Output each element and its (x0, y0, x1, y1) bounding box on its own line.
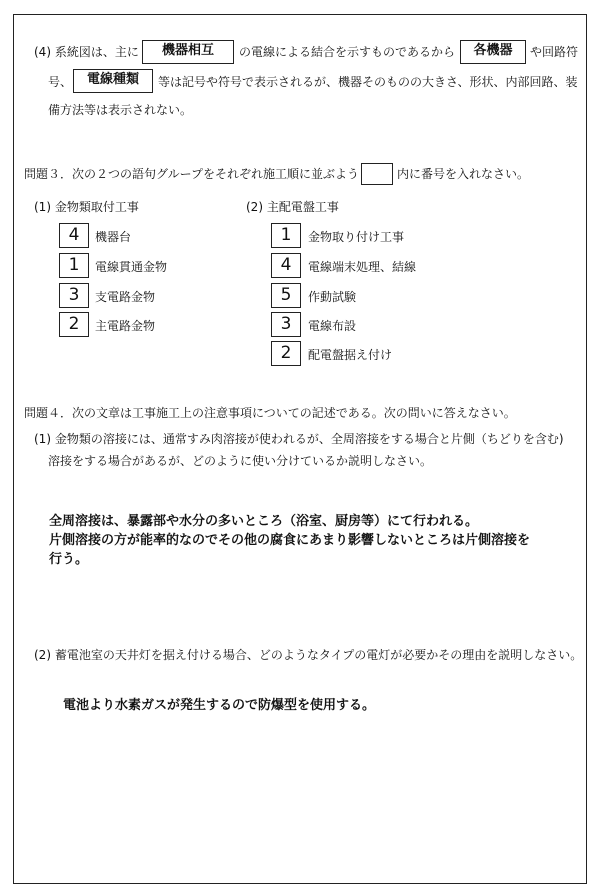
group1-item-label: 電線貫通金物 (95, 260, 168, 274)
group2-item-number: 2 (271, 341, 301, 366)
answer-box-kw1: 機器相互 (142, 40, 234, 64)
q4prev-lead: (4) 系統図は、主に (34, 45, 139, 59)
q3-prompt-after: 内に番号を入れなさい。 (397, 167, 530, 181)
q4prev-line3: 備方法等は表示されない。 (48, 103, 193, 117)
group1-item-label: 機器台 (95, 230, 132, 244)
q4prev-tail1: や回路符 (530, 45, 579, 59)
group2-item-label: 電線端末処理、結線 (308, 260, 417, 274)
group2-title: (2) 主配電盤工事 (246, 200, 339, 214)
group2-item-label: 作動試験 (308, 290, 357, 304)
group2-item-label: 電線布設 (308, 319, 357, 333)
q4prev-line2-start: 号、 (48, 75, 73, 89)
group1-item-label: 主電路金物 (95, 319, 156, 333)
group1-item-number: 2 (59, 312, 89, 337)
group2-item-label: 配電盤据え付け (308, 348, 393, 362)
q3-prompt-before: 問題３．次の２つの語句グループをそれぞれ施工順に並ぶよう (24, 167, 360, 181)
group2-item-number: 4 (271, 253, 301, 278)
answer-box-kw2: 各機器 (460, 40, 526, 64)
q4-intro: 問題４．次の文章は工事施工上の注意事項についての記述である。次の問いに答えなさい。 (24, 406, 516, 420)
group1-item-label: 支電路金物 (95, 290, 156, 304)
group1-item-number: 1 (59, 253, 89, 278)
group2-item-number: 3 (271, 312, 301, 337)
q4prev-line2-rest: 等は記号や符号で表示されるが、機器そのものの大きさ、形状、内部回路、装 (158, 75, 578, 89)
group2-item-number: 5 (271, 283, 301, 308)
q3-blank-box (361, 163, 393, 185)
q4-sub2: (2) 蓄電池室の天井灯を据え付ける場合、どのようなタイプの電灯が必要かその理由を説明しなさい。 (34, 648, 583, 662)
q4prev-mid1: の電線による結合を示すものであるから (239, 45, 456, 59)
q4-sub1-line1: (1) 金物類の溶接には、通常すみ肉溶接が使われるが、全周溶接をする場合と片側（ちどりを含む) (34, 432, 564, 446)
group1-title: (1) 金物類取付工事 (34, 200, 139, 214)
page-frame (13, 14, 587, 884)
group1-item-number: 4 (59, 223, 89, 248)
group1-item-number: 3 (59, 283, 89, 308)
group2-item-number: 1 (271, 223, 301, 248)
answer1-line2: 片側溶接の方が能率的なのでその他の腐食にあまり影響しないところは片側溶接を (49, 533, 531, 548)
answer1-line3: 行う。 (49, 552, 89, 567)
group2-item-label: 金物取り付け工事 (308, 230, 405, 244)
answer-box-kw3: 電線種類 (73, 69, 153, 93)
answer1-line1: 全周溶接は、暴露部や水分の多いところ（浴室、厨房等）にて行われる。 (49, 514, 479, 529)
answer2: 電池より水素ガスが発生するので防爆型を使用する。 (63, 698, 376, 713)
q4-sub1-line2: 溶接をする場合があるが、どのように使い分けているか説明しなさい。 (48, 454, 433, 468)
